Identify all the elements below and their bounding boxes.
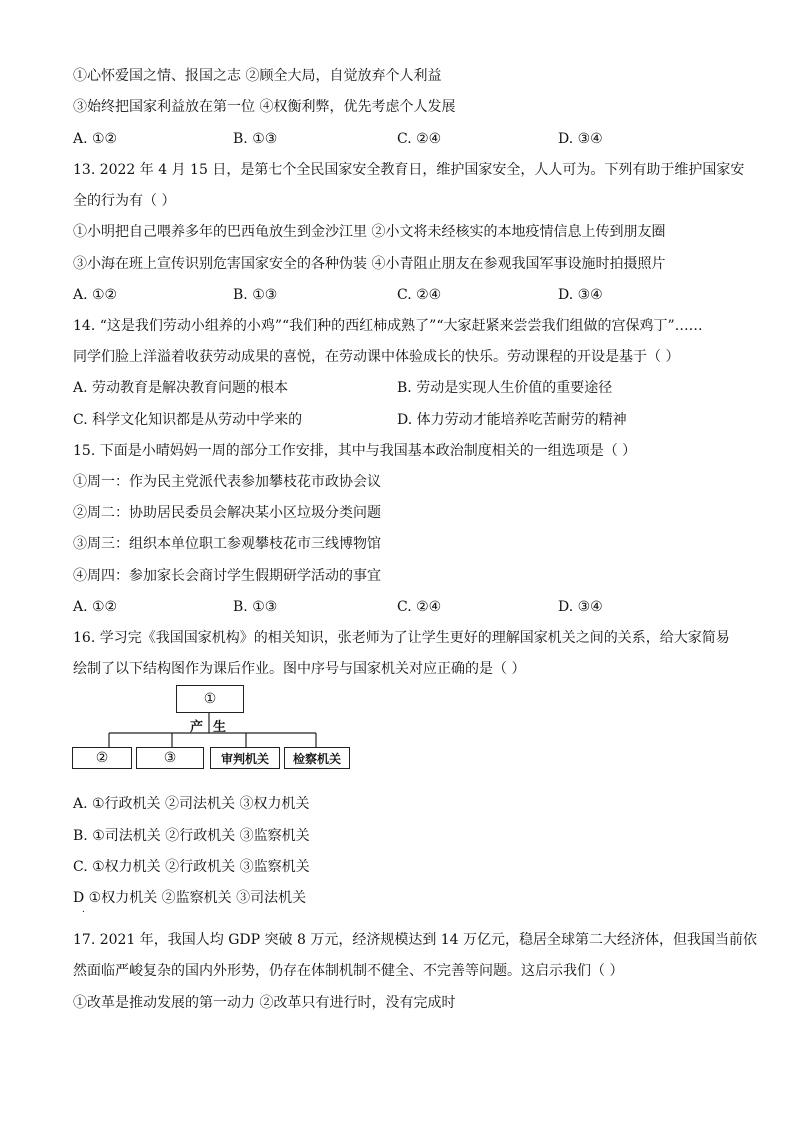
- q16-option-b: B. ①司法机关 ②行政机关 ③监察机关: [73, 828, 310, 844]
- q14-option-a: A. 劳动教育是解决教育问题的根本: [73, 380, 289, 396]
- diagram-box-3: ③: [136, 747, 204, 769]
- q15-item-1: ①周一：作为民主党派代表参加攀枝花市政协会议: [73, 474, 381, 490]
- q12-statement-1: ①心怀爱国之情、报国之志 ②顾全大局，自觉放弃个人利益: [73, 68, 442, 84]
- q13-option-b: B. ①③: [233, 287, 278, 303]
- q13-question-line-1: 13. 2022 年 4 月 15 日，是第七个全民国家安全教育日，维护国家安全，人人可为。下列有助于维护国家安: [73, 162, 745, 178]
- q15-option-c: C. ②④: [397, 599, 442, 615]
- q15-item-4: ④周四：参加家长会商讨学生假期研学活动的事宜: [73, 568, 381, 584]
- diagram-box-2: ②: [72, 747, 132, 769]
- q15-item-2: ②周二：协助居民委员会解决某小区垃圾分类问题: [73, 505, 381, 521]
- q15-option-d: D. ③④: [558, 599, 603, 615]
- q17-question-line-1: 17. 2021 年，我国人均 GDP 突破 8 万元，经济规模达到 14 万亿元，稳居全球第二大经济体，但我国当前依: [73, 932, 758, 948]
- q13-statement-1: ①小明把自己喂养多年的巴西龟放生到金沙江里 ②小文将未经核实的本地疫情信息上传到朋友圈: [73, 224, 666, 240]
- q12-statement-2: ③始终把国家利益放在第一位 ④权衡利弊，优先考虑个人发展: [73, 99, 456, 115]
- q15-option-a: A. ①②: [73, 599, 118, 615]
- q17-statement-1: ①改革是推动发展的第一动力 ②改革只有进行时，没有完成时: [73, 995, 456, 1011]
- q14-option-c: C. 科学文化知识都是从劳动中学来的: [73, 412, 303, 428]
- q12-option-a: A. ①②: [73, 131, 118, 147]
- q13-option-a: A. ①②: [73, 287, 118, 303]
- q14-option-b: B. 劳动是实现人生价值的重要途径: [397, 380, 613, 396]
- diagram-box-judicial: 审判机关: [210, 747, 280, 769]
- q12-option-d: D. ③④: [558, 131, 603, 147]
- q13-question-line-2: 全的行为有（ ）: [73, 193, 176, 209]
- q13-statement-2: ③小海在班上宣传识别危害国家安全的各种伪装 ④小青阻止朋友在参观我国军事设施时拍摄照片: [73, 256, 666, 272]
- q15-option-b: B. ①③: [233, 599, 278, 615]
- q12-option-b: B. ①③: [233, 131, 278, 147]
- q15-question-line: 15. 下面是小晴妈妈一周的部分工作安排，其中与我国基本政治制度相关的一组选项是（ ）: [73, 443, 637, 459]
- q15-item-3: ③周三：组织本单位职工参观攀枝花市三线博物馆: [73, 536, 381, 552]
- q12-option-c: C. ②④: [397, 131, 442, 147]
- q16-question-line-1: 16. 学习完《我国国家机构》的相关知识，张老师为了让学生更好的理解国家机关之间的关系，给大家简易: [73, 630, 730, 646]
- diagram-box-1: ①: [176, 685, 244, 713]
- q16-option-c: C. ①权力机关 ②行政机关 ③监察机关: [73, 859, 310, 875]
- diagram-box-procuratorial: 检察机关: [284, 747, 350, 769]
- diagram-produce-label: 产生: [190, 720, 237, 735]
- q14-question-line-2: 同学们脸上洋溢着收获劳动成果的喜悦，在劳动课中体验成长的快乐。劳动课程的开设是基于（ ）: [73, 349, 680, 365]
- q13-option-d: D. ③④: [558, 287, 603, 303]
- q14-option-d: D. 体力劳动才能培养吃苦耐劳的精神: [397, 412, 627, 428]
- q13-option-c: C. ②④: [397, 287, 442, 303]
- q14-question-line-1: 14. “这是我们劳动小组养的小鸡”“我们种的西红柿成熟了”“大家赶紧来尝尝我们组做的宫保鸡丁”……: [73, 318, 703, 334]
- q16-option-a: A. ①行政机关 ②司法机关 ③权力机关: [73, 796, 310, 812]
- stray-dot-mark: .: [82, 905, 85, 915]
- q17-question-line-2: 然面临严峻复杂的国内外形势，仍存在体制机制不健全、不完善等问题。这启示我们（ ）: [73, 963, 624, 979]
- q16-option-d: D ①权力机关 ②监察机关 ③司法机关: [73, 890, 307, 906]
- q16-question-line-2: 绘制了以下结构图作为课后作业。图中序号与国家机关对应正确的是（ ）: [73, 661, 526, 677]
